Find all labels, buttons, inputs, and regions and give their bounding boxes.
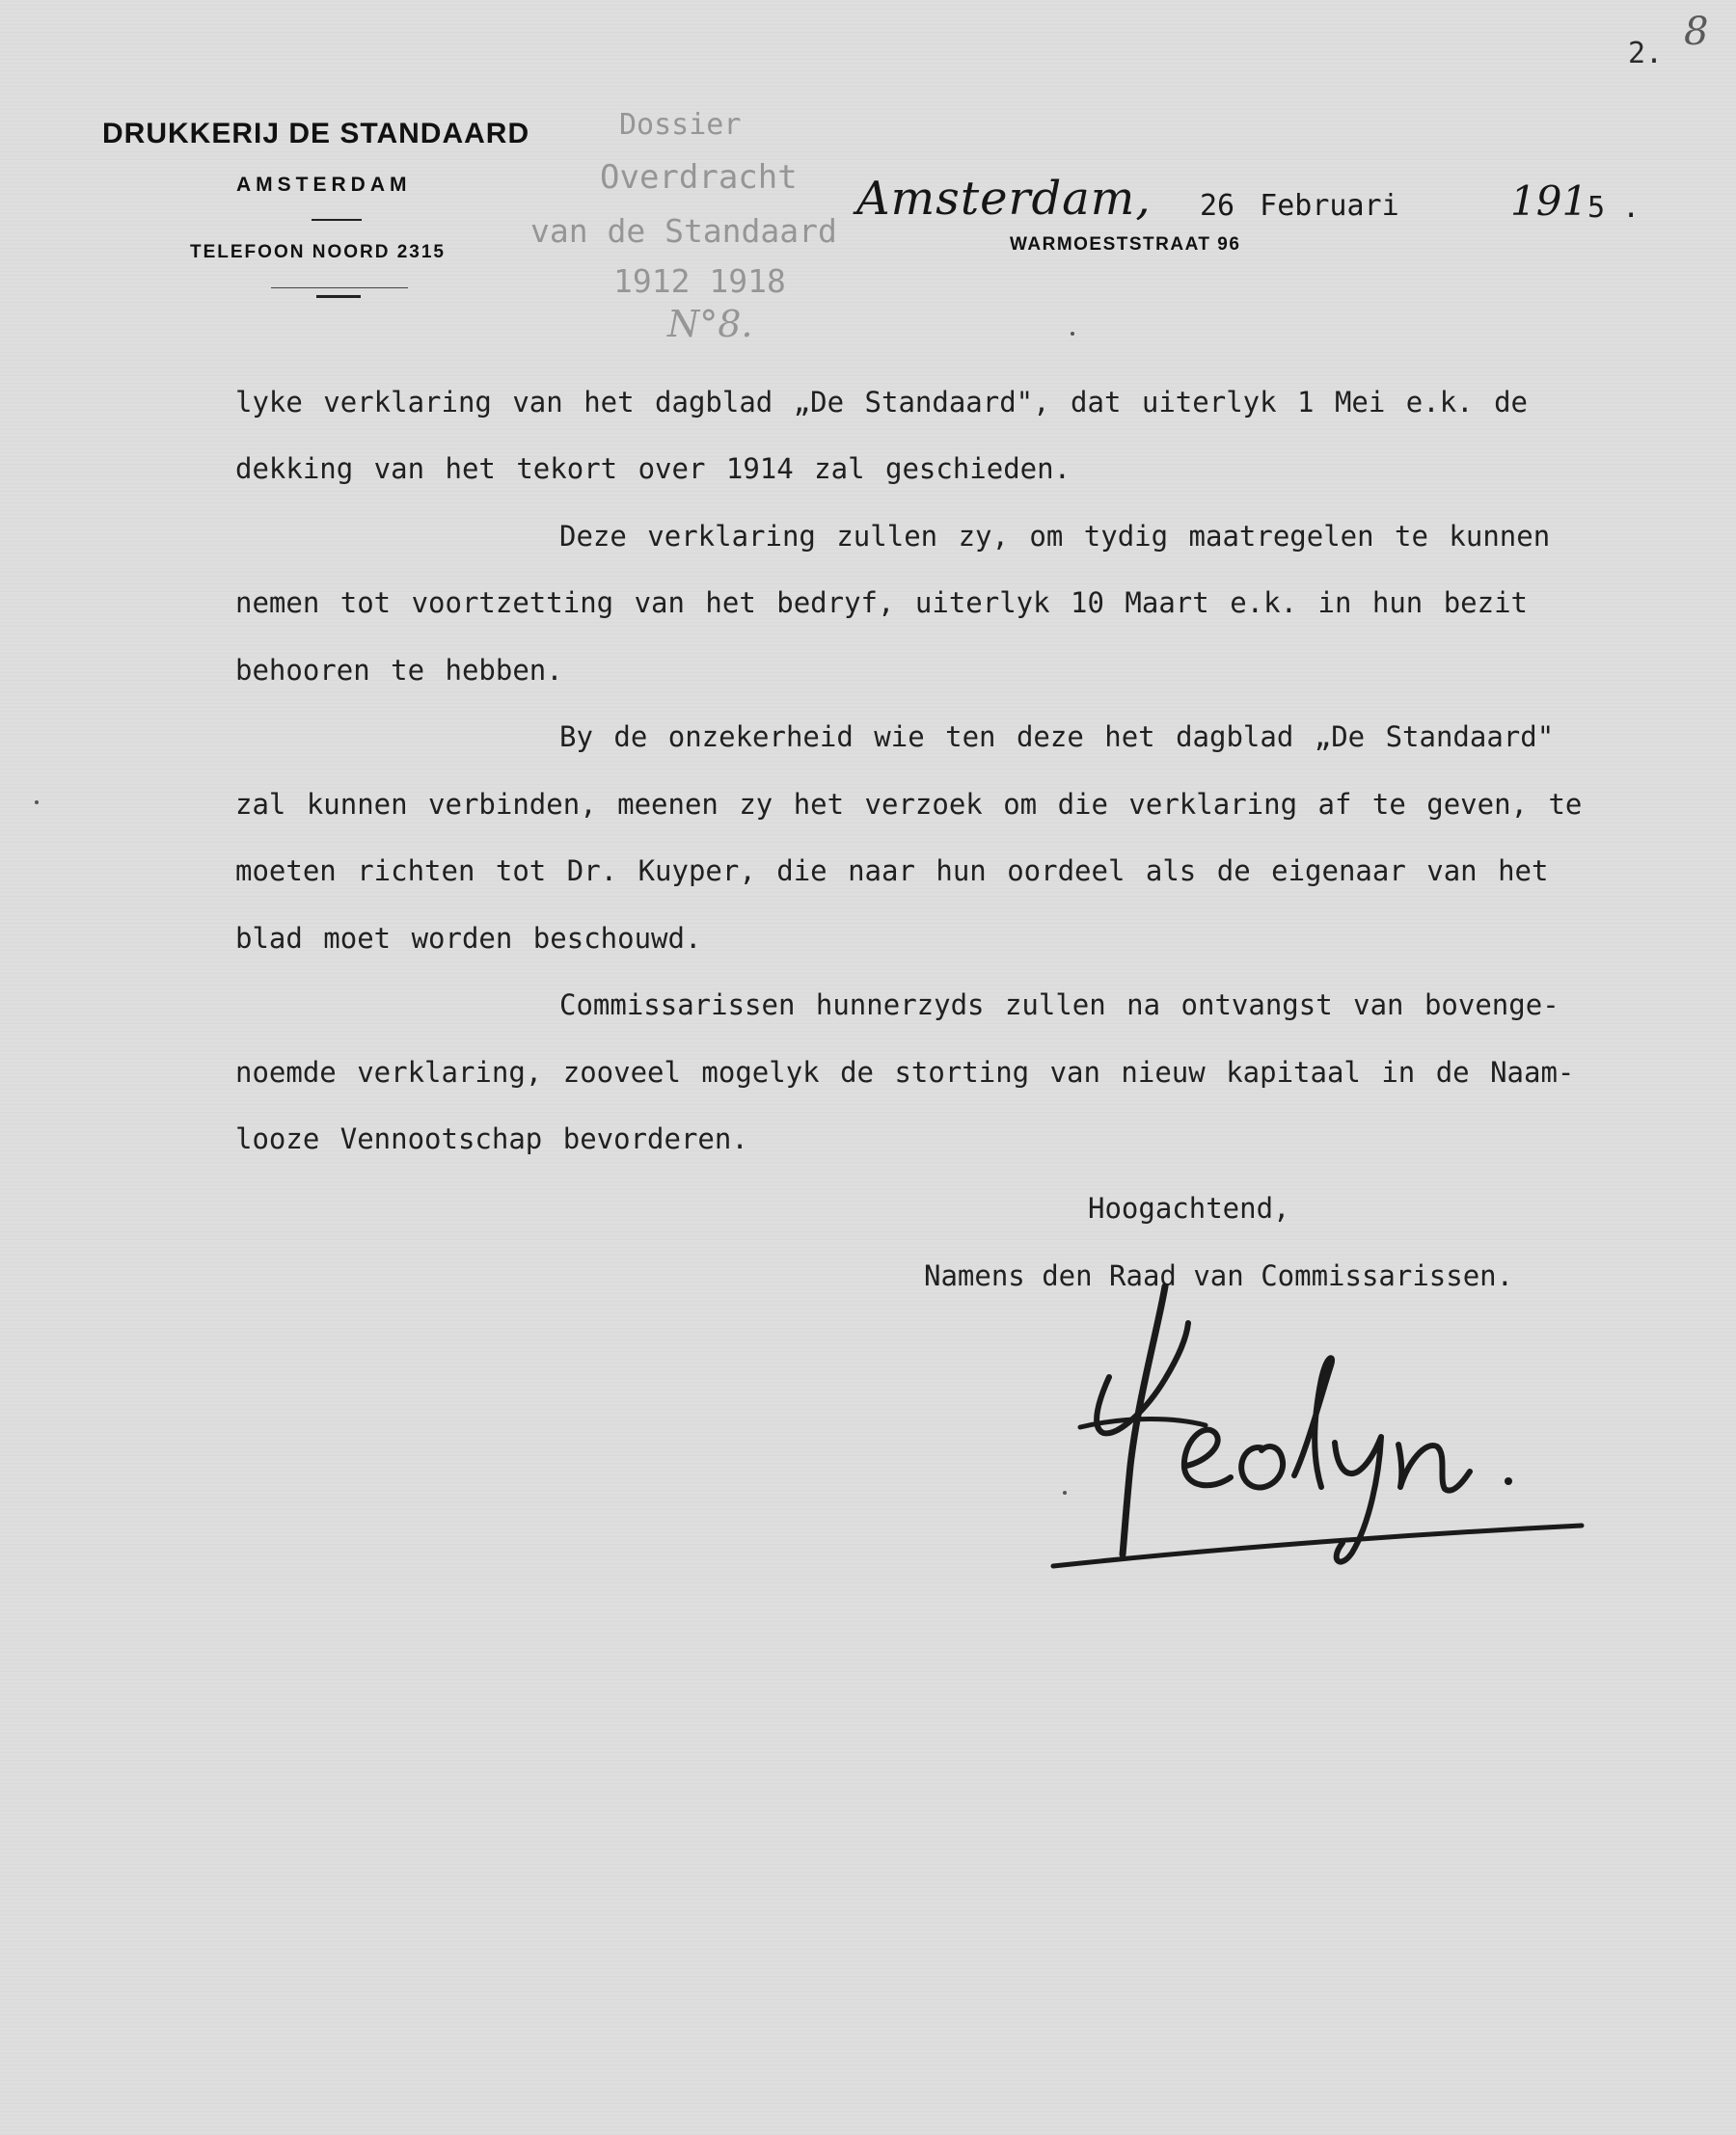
- body-line: nemen tot voortzetting van het bedryf, uiterlyk 10 Maart e.k. in hun bezit: [235, 586, 1529, 619]
- closing-salutation: Hoogachtend,: [1088, 1192, 1290, 1225]
- handwritten-signature: [1042, 1273, 1620, 1581]
- paper-speck: [1063, 1491, 1067, 1495]
- body-line: looze Vennootschap bevorderen.: [235, 1122, 748, 1155]
- body-line: Deze verklaring zullen zy, om tydig maatregelen te kunnen: [559, 520, 1551, 553]
- handwritten-page-mark: 8: [1684, 10, 1709, 54]
- dateline-place: Amsterdam,: [856, 172, 1152, 226]
- archive-stamp-line: Dossier: [619, 108, 742, 142]
- body-line: By de onzekerheid wie ten deze het dagblad „De Standaard": [559, 720, 1555, 753]
- body-line: lyke verklaring van het dagblad „De Standaard", dat uiterlyk 1 Mei e.k. de: [235, 386, 1529, 419]
- body-line: Commissarissen hunnerzyds zullen na ontvangst van bovenge-: [559, 988, 1560, 1021]
- letterhead-divider-thin: [271, 287, 408, 288]
- letterhead-divider-bold: [316, 295, 361, 298]
- body-line: blad moet worden beschouwd.: [235, 922, 702, 955]
- letterhead-street: WARMOESTSTRAAT 96: [1010, 234, 1241, 255]
- archive-stamp-line: 1912 1918: [613, 262, 786, 300]
- closing-on-behalf: Namens den Raad van Commissarissen.: [924, 1259, 1514, 1292]
- letterhead-divider: [312, 219, 362, 221]
- body-line: dekking van het tekort over 1914 zal geschieden.: [235, 452, 1071, 485]
- body-line: noemde verklaring, zooveel mogelyk de storting van nieuw kapitaal in de Naam-: [235, 1056, 1575, 1089]
- paper-speck: [1071, 332, 1074, 336]
- body-line: behooren te hebben.: [235, 654, 563, 687]
- archive-stamp-line: Overdracht: [600, 158, 798, 197]
- dateline-date: 26 Februari: [1200, 189, 1399, 223]
- letterhead-phone: TELEFOON NOORD 2315: [190, 242, 446, 262]
- archive-stamp-line: van de Standaard: [530, 212, 837, 250]
- body-line: moeten richten tot Dr. Kuyper, die naar hun oordeel als de eigenaar van het: [235, 854, 1549, 887]
- dateline-year-digit: 5 .: [1587, 191, 1641, 225]
- body-line: zal kunnen verbinden, meenen zy het verzoek om die verklaring af te geven, te: [235, 788, 1583, 821]
- page-number: 2.: [1628, 37, 1664, 70]
- letterhead-city: AMSTERDAM: [236, 174, 412, 196]
- paper-speck: [35, 800, 39, 804]
- letterhead-company: DRUKKERIJ DE STANDAARD: [102, 118, 530, 149]
- dateline-year-prefix: 191: [1510, 177, 1588, 225]
- archive-stamp-number: N°8.: [667, 303, 753, 345]
